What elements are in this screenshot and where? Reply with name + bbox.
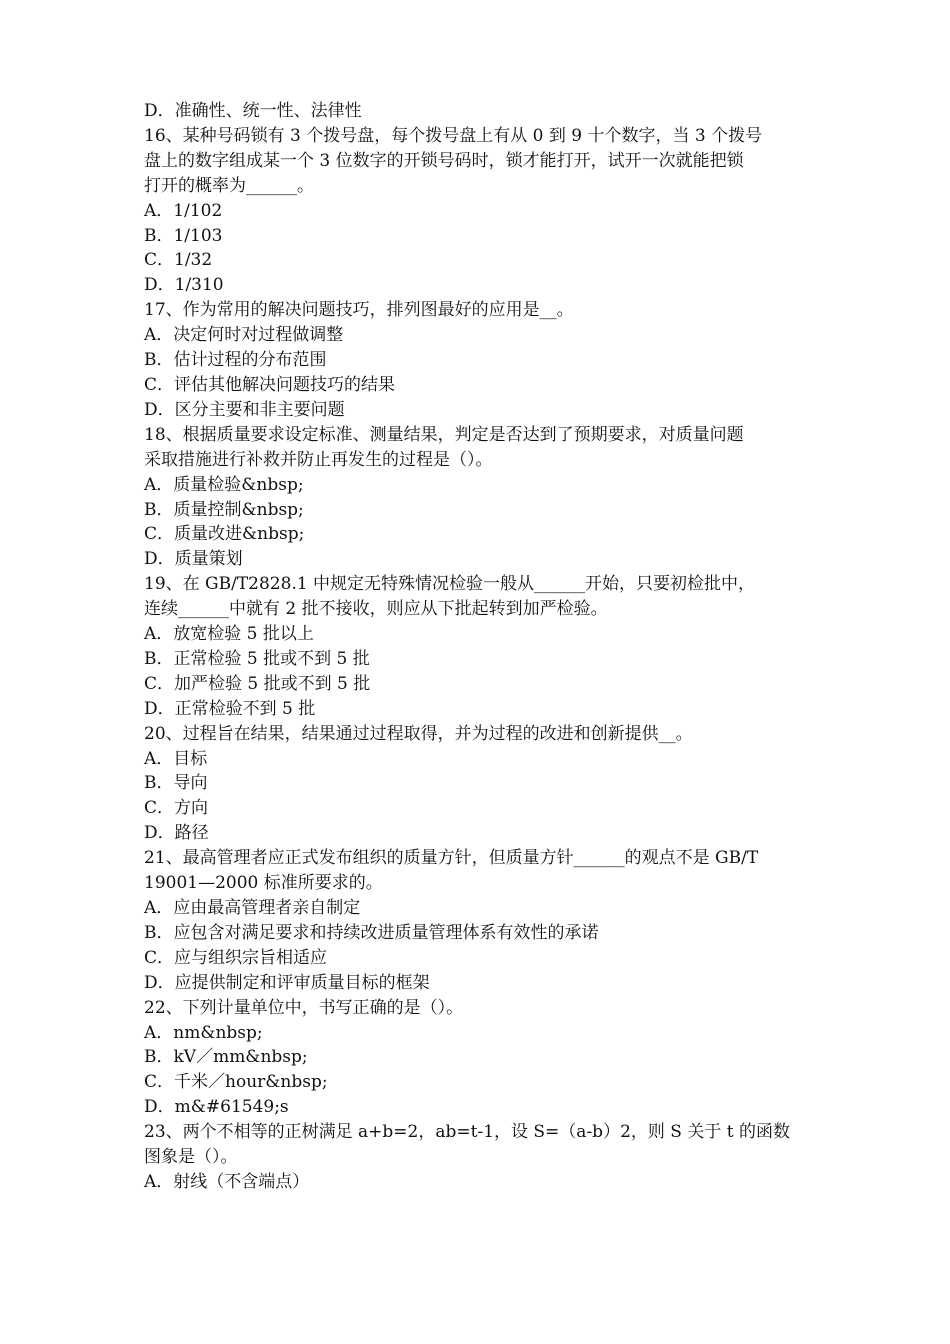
text-line: D．m&#61549;s [144,1097,289,1118]
text-line: C．方向 [144,798,209,819]
text-line: C．应与组织宗旨相适应 [144,947,328,968]
text-line: 21、最高管理者应正式发布组织的质量方针，但质量方针______的观点不是 GB/T [144,848,759,869]
text-line: 盘上的数字组成某一个 3 位数字的开锁号码时，锁才能打开，试开一次就能把锁 [144,150,744,171]
text-line: A．目标 [144,748,208,769]
text-line: 18、根据质量要求设定标准、测量结果，判定是否达到了预期要求，对质量问题 [144,424,744,445]
text-line: C．质量改进&nbsp; [144,524,305,545]
text-line: 17、作为常用的解决问题技巧，排列图最好的应用是__。 [144,300,574,321]
text-line: A．决定何时对过程做调整 [144,325,344,346]
text-line: D．1/310 [144,275,224,296]
text-line: B．正常检验 5 批或不到 5 批 [144,648,370,669]
text-line: 16、某种号码锁有 3 个拨号盘，每个拨号盘上有从 0 到 9 十个数字，当 3 个拨号 [144,125,763,146]
text-line: 19001—2000 标准所要求的。 [144,873,383,894]
text-line: A．nm&nbsp; [144,1022,263,1043]
text-line: 20、过程旨在结果，结果通过过程取得，并为过程的改进和创新提供__。 [144,723,693,744]
text-line: D．正常检验不到 5 批 [144,698,316,719]
text-line: B．应包含对满足要求和持续改进质量管理体系有效性的承诺 [144,922,599,943]
text-line: 采取措施进行补救并防止再发生的过程是（）。 [144,449,493,470]
text-line: D．路径 [144,823,209,844]
text-line: 连续______中就有 2 批不接收，则应从下批起转到加严检验。 [144,599,608,620]
text-line: A．质量检验&nbsp; [144,474,304,495]
text-line: B．kV／mm&nbsp; [144,1047,308,1068]
text-line: C．千米／hour&nbsp; [144,1072,328,1093]
text-line: 23、两个不相等的正树满足 a+b=2，ab=t-1，设 S=（a-b）2，则 S 关于 t 的函数 [144,1122,790,1143]
text-line: A．射线（不含端点） [144,1171,310,1192]
text-line: 打开的概率为______。 [144,175,314,196]
text-line: 图象是（）。 [144,1147,238,1168]
text-line: D．应提供制定和评审质量目标的框架 [144,972,430,993]
text-line: A．1/102 [144,200,223,221]
text-line: C．1/32 [144,250,213,271]
text-line: B．导向 [144,773,208,794]
text-line: 22、下列计量单位中，书写正确的是（）。 [144,997,464,1018]
text-line: B．估计过程的分布范围 [144,350,327,371]
text-line: B．1/103 [144,225,223,246]
text-line: D．质量策划 [144,549,243,570]
text-line: D．区分主要和非主要问题 [144,399,345,420]
document-body [144,99,816,1195]
text-line: A．放宽检验 5 批以上 [144,624,314,645]
text-line: C．加严检验 5 批或不到 5 批 [144,673,371,694]
text-line: A．应由最高管理者亲自制定 [144,898,361,918]
text-line: 19、在 GB/T2828.1 中规定无特殊情况检验一般从______开始，只要初检批中， [144,574,756,595]
text-line: D．准确性、统一性、法律性 [144,101,362,121]
text-line: B．质量控制&nbsp; [144,499,304,520]
text-line: C．评估其他解决问题技巧的结果 [144,374,396,395]
